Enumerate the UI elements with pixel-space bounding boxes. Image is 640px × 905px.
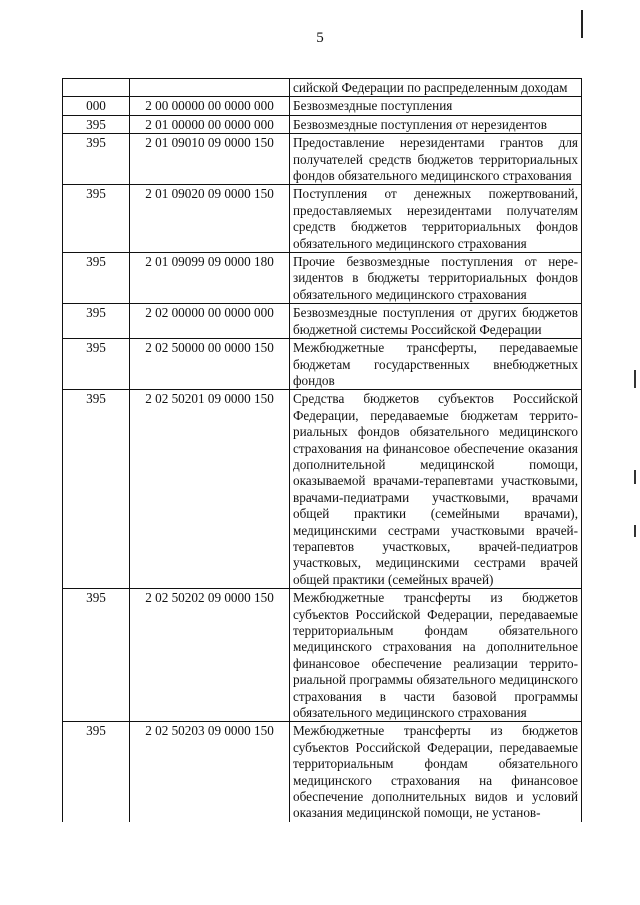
- scan-edge-mark: [634, 525, 636, 537]
- budget-code-cell: 2 01 09020 09 0000 150: [130, 185, 290, 253]
- description-cell: Безвозмездные поступления от нерезидентов: [290, 115, 582, 133]
- budget-code-cell: 2 01 09010 09 0000 150: [130, 134, 290, 185]
- description-cell: Межбюджетные трансферты из бюджетов субъектов Российской Федерации, передаваемые территориальным фондам обязательного медицинского страхования на дополнительное финансовое обеспечение реализации территориальной программы обязательного медицинского страхования в части базовой программы обязательного медицинского страхования: [290, 589, 582, 722]
- description-cell: Безвозмездные поступления от других бюджетов бюджетной системы Российской Федерации: [290, 304, 582, 339]
- budget-code-cell: 2 02 50203 09 0000 150: [130, 722, 290, 822]
- budget-codes-table: [62, 78, 582, 822]
- description-cell: Безвозмездные поступления: [290, 97, 582, 115]
- admin-code-cell: 395: [63, 304, 130, 339]
- table-row: [63, 115, 582, 133]
- description-cell: Межбюджетные трансферты из бюджетов субъектов Российской Федерации, передаваемые территориальным фондам обязательного медицинского страхования на финансовое обеспечение дополнительных видов и условий оказания медицинской помощи, не установ-: [290, 722, 582, 822]
- budget-code-cell: [130, 79, 290, 97]
- budget-code-cell: 2 02 50000 00 0000 150: [130, 339, 290, 390]
- table-row: [63, 304, 582, 339]
- description-cell: Прочие безвозмездные поступления от нерезидентов в бюджеты территориальных фондов обязательного медицинского страхования: [290, 253, 582, 304]
- table-row: [63, 134, 582, 185]
- table-row: [63, 97, 582, 115]
- admin-code-cell: 395: [63, 185, 130, 253]
- description-cell: Предоставление нерезидентами грантов для получателей средств бюджетов территориальных фондов обязательного медицинского страхования: [290, 134, 582, 185]
- table-row: [63, 339, 582, 390]
- table-row: [63, 185, 582, 253]
- description-cell: Межбюджетные трансферты, передаваемые бюджетам государственных внебюджетных фондов: [290, 339, 582, 390]
- admin-code-cell: 395: [63, 115, 130, 133]
- description-cell: Поступления от денежных пожертвований, предоставляемых нерезидентами получателям средств бюджетов территориальных фондов обязательного медицинского страхования: [290, 185, 582, 253]
- table-row: [63, 589, 582, 722]
- budget-code-cell: 2 01 00000 00 0000 000: [130, 115, 290, 133]
- budget-code-cell: 2 02 50201 09 0000 150: [130, 390, 290, 589]
- scan-edge-mark: [581, 10, 583, 38]
- scan-edge-mark: [634, 470, 636, 484]
- budget-code-cell: 2 02 50202 09 0000 150: [130, 589, 290, 722]
- admin-code-cell: 395: [63, 339, 130, 390]
- admin-code-cell: 395: [63, 722, 130, 822]
- table-row: [63, 253, 582, 304]
- admin-code-cell: 000: [63, 97, 130, 115]
- description-cell: Средства бюджетов субъектов Российской Федерации, передаваемые бюджетам территориальных фондов обязательного медицинского страхования на финансовое обеспечение оказания дополнительной медицинской помощи, оказываемой врачами-терапевтами участковыми, врачами-педиатрами участковыми, врачами общей практики (семейными врачами), медицинскими сестрами участковыми врачей-терапевтов участковых, врачей-педиатров участковых, медицинскими сестрами врачей общей практики (семейных врачей): [290, 390, 582, 589]
- budget-code-cell: 2 00 00000 00 0000 000: [130, 97, 290, 115]
- table-row: [63, 722, 582, 822]
- admin-code-cell: 395: [63, 253, 130, 304]
- admin-code-cell: 395: [63, 134, 130, 185]
- admin-code-cell: [63, 79, 130, 97]
- page-number: 5: [316, 30, 324, 46]
- admin-code-cell: 395: [63, 589, 130, 722]
- budget-code-cell: 2 01 09099 09 0000 180: [130, 253, 290, 304]
- table-row: [63, 390, 582, 589]
- description-cell: сийской Федерации по распределенным доходам: [290, 79, 582, 97]
- admin-code-cell: 395: [63, 390, 130, 589]
- table-row: [63, 79, 582, 97]
- scan-edge-mark: [634, 370, 636, 388]
- budget-code-cell: 2 02 00000 00 0000 000: [130, 304, 290, 339]
